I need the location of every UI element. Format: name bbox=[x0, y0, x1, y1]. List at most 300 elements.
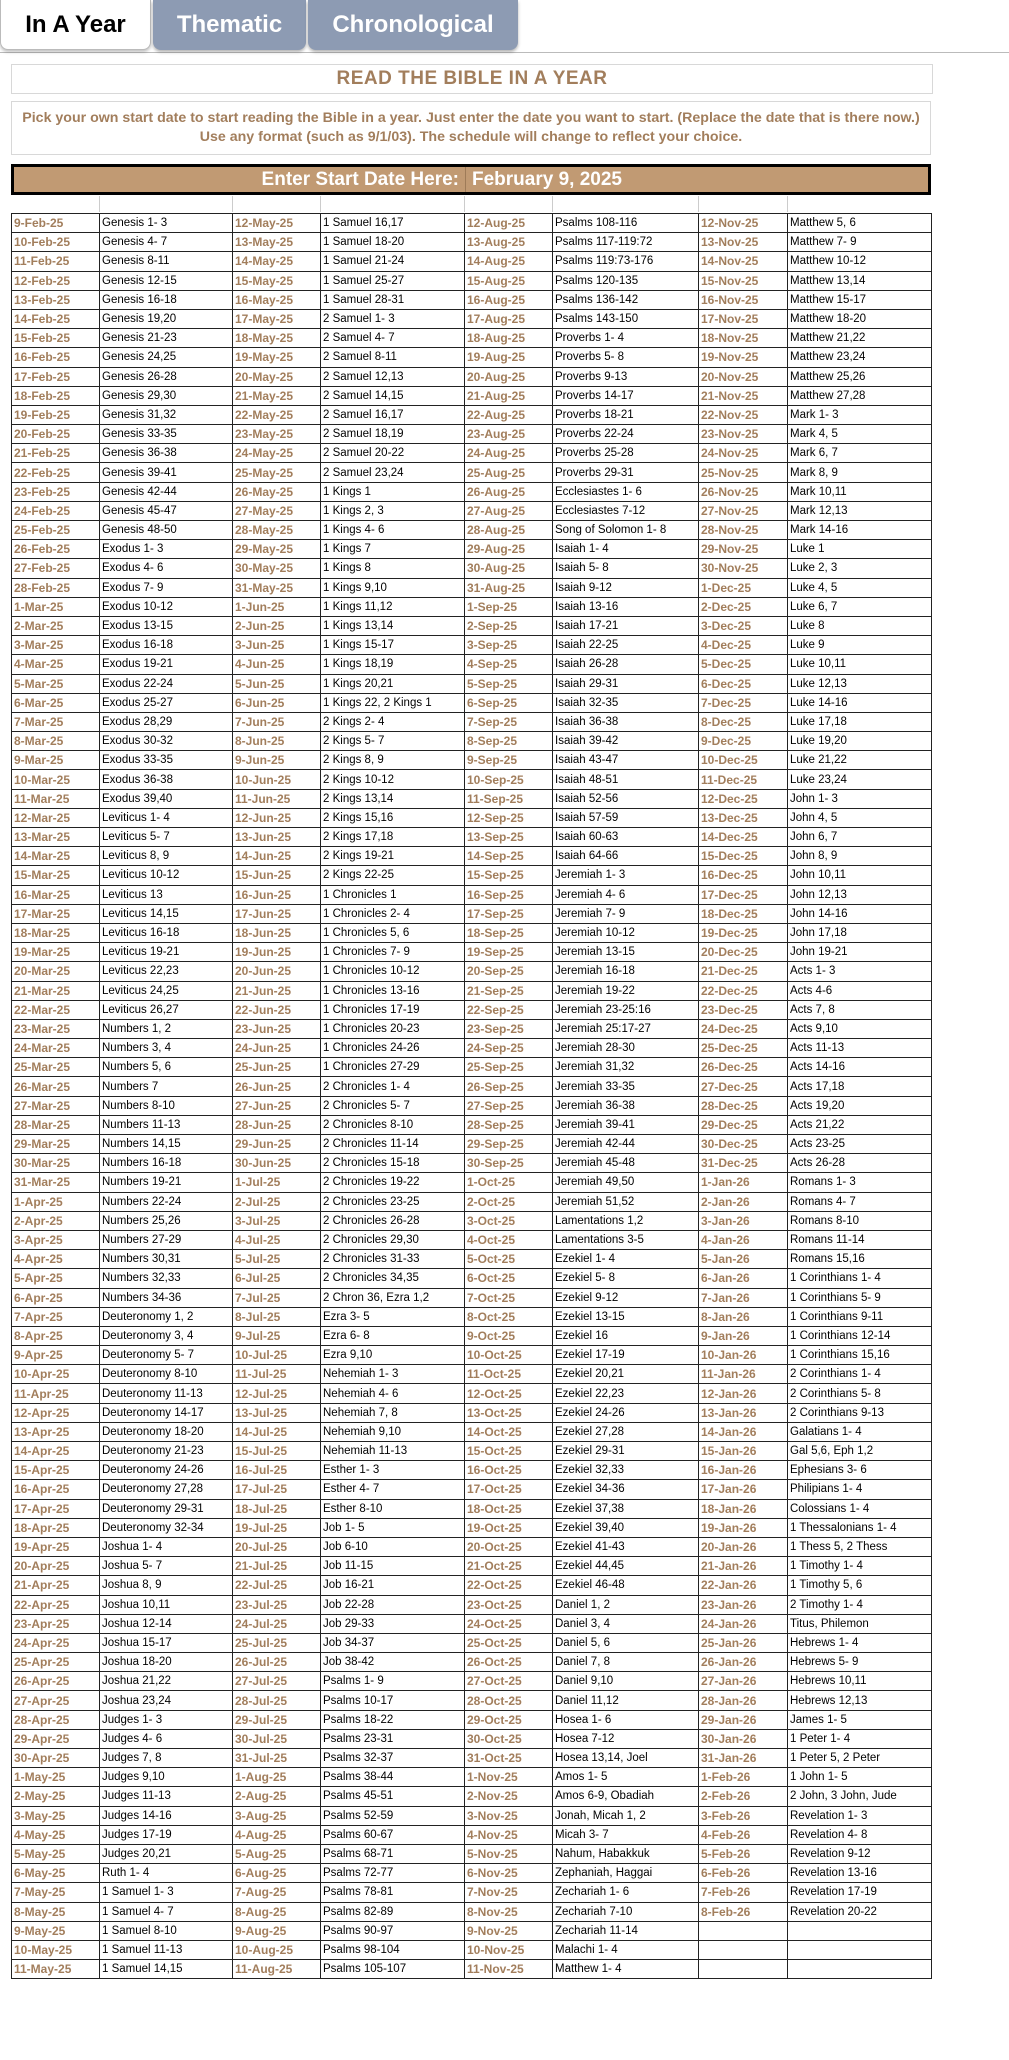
grid-divider bbox=[698, 196, 699, 212]
schedule-row bbox=[12, 1883, 932, 1902]
schedule-reading: 1 Samuel 25-27 bbox=[321, 271, 465, 290]
schedule-date: 1-Dec-25 bbox=[699, 578, 788, 597]
schedule-date: 28-Nov-25 bbox=[699, 521, 788, 540]
schedule-date: 11-Jan-26 bbox=[699, 1365, 788, 1384]
schedule-reading: Romans 4- 7 bbox=[788, 1192, 932, 1211]
schedule-reading: 1 Corinthians 9-11 bbox=[788, 1307, 932, 1326]
schedule-date: 30-Jul-25 bbox=[233, 1729, 321, 1748]
schedule-row bbox=[12, 655, 932, 674]
schedule-date: 11-Jun-25 bbox=[233, 789, 321, 808]
schedule-reading: 1 Samuel 28-31 bbox=[321, 290, 465, 309]
schedule-date: 20-May-25 bbox=[233, 367, 321, 386]
schedule-row bbox=[12, 1173, 932, 1192]
schedule-date: 25-Aug-25 bbox=[465, 463, 553, 482]
schedule-date: 10-Jul-25 bbox=[233, 1346, 321, 1365]
schedule-reading: 1 Samuel 1- 3 bbox=[100, 1883, 233, 1902]
schedule-reading: Exodus 30-32 bbox=[100, 732, 233, 751]
schedule-date: 6-May-25 bbox=[12, 1864, 100, 1883]
schedule-reading: 1 Kings 8 bbox=[321, 559, 465, 578]
schedule-row bbox=[12, 252, 932, 271]
schedule-reading: Numbers 25,26 bbox=[100, 1211, 233, 1230]
schedule-reading: Isaiah 17-21 bbox=[553, 616, 699, 635]
schedule-date: 24-Jun-25 bbox=[233, 1039, 321, 1058]
schedule-reading: Hebrews 1- 4 bbox=[788, 1633, 932, 1652]
schedule-date: 12-Feb-25 bbox=[12, 271, 100, 290]
schedule-reading: 1 Samuel 21-24 bbox=[321, 252, 465, 271]
schedule-row bbox=[12, 444, 932, 463]
schedule-reading: Hosea 13,14, Joel bbox=[553, 1749, 699, 1768]
tab-in-a-year[interactable]: In A Year bbox=[0, 0, 151, 50]
schedule-reading: Isaiah 43-47 bbox=[553, 751, 699, 770]
schedule-reading: Ezekiel 5- 8 bbox=[553, 1269, 699, 1288]
schedule-date: 9-Sep-25 bbox=[465, 751, 553, 770]
schedule-date: 20-Nov-25 bbox=[699, 367, 788, 386]
schedule-date: 16-Feb-25 bbox=[12, 348, 100, 367]
schedule-date: 20-Jul-25 bbox=[233, 1537, 321, 1556]
schedule-reading: 2 John, 3 John, Jude bbox=[788, 1787, 932, 1806]
schedule-date: 22-May-25 bbox=[233, 405, 321, 424]
schedule-date: 8-Dec-25 bbox=[699, 712, 788, 731]
schedule-reading: Job 22-28 bbox=[321, 1595, 465, 1614]
schedule-date: 29-May-25 bbox=[233, 540, 321, 559]
schedule-date: 16-Jun-25 bbox=[233, 885, 321, 904]
schedule-date: 16-Mar-25 bbox=[12, 885, 100, 904]
schedule-reading: Ezekiel 32,33 bbox=[553, 1461, 699, 1480]
schedule-row bbox=[12, 1365, 932, 1384]
schedule-date: 1-Aug-25 bbox=[233, 1768, 321, 1787]
schedule-date: 11-May-25 bbox=[12, 1960, 100, 1979]
schedule-reading: Judges 11-13 bbox=[100, 1787, 233, 1806]
schedule-reading: Deuteronomy 3, 4 bbox=[100, 1326, 233, 1345]
schedule-date: 27-Oct-25 bbox=[465, 1672, 553, 1691]
schedule-date: 30-Aug-25 bbox=[465, 559, 553, 578]
schedule-row bbox=[12, 904, 932, 923]
schedule-date: 13-Dec-25 bbox=[699, 808, 788, 827]
start-date-input[interactable]: February 9, 2025 bbox=[465, 167, 928, 192]
schedule-reading: Revelation 13-16 bbox=[788, 1864, 932, 1883]
schedule-reading: Exodus 13-15 bbox=[100, 616, 233, 635]
schedule-date: 17-May-25 bbox=[233, 309, 321, 328]
schedule-reading: Acts 1- 3 bbox=[788, 962, 932, 981]
schedule-reading: Leviticus 5- 7 bbox=[100, 828, 233, 847]
schedule-date: 13-Jun-25 bbox=[233, 828, 321, 847]
schedule-date: 18-Nov-25 bbox=[699, 329, 788, 348]
schedule-date: 23-Jan-26 bbox=[699, 1595, 788, 1614]
schedule-row bbox=[12, 1921, 932, 1940]
schedule-date: 25-Dec-25 bbox=[699, 1039, 788, 1058]
schedule-reading: Numbers 14,15 bbox=[100, 1135, 233, 1154]
schedule-reading: Numbers 22-24 bbox=[100, 1192, 233, 1211]
schedule-reading: Acts 26-28 bbox=[788, 1154, 932, 1173]
schedule-date: 21-Nov-25 bbox=[699, 386, 788, 405]
schedule-reading: Proverbs 14-17 bbox=[553, 386, 699, 405]
schedule-row bbox=[12, 770, 932, 789]
schedule-reading: 2 Chronicles 31-33 bbox=[321, 1250, 465, 1269]
schedule-date: 30-Jan-26 bbox=[699, 1729, 788, 1748]
schedule-date: 19-Oct-25 bbox=[465, 1518, 553, 1537]
schedule-date bbox=[699, 1960, 788, 1979]
schedule-date: 7-Dec-25 bbox=[699, 693, 788, 712]
schedule-date: 31-Jul-25 bbox=[233, 1749, 321, 1768]
schedule-date: 29-Nov-25 bbox=[699, 540, 788, 559]
schedule-reading: Exodus 7- 9 bbox=[100, 578, 233, 597]
schedule-date: 6-Feb-26 bbox=[699, 1864, 788, 1883]
schedule-date: 5-May-25 bbox=[12, 1844, 100, 1863]
schedule-date: 20-Oct-25 bbox=[465, 1537, 553, 1556]
schedule-date: 2-Sep-25 bbox=[465, 616, 553, 635]
schedule-date: 23-Oct-25 bbox=[465, 1595, 553, 1614]
schedule-reading: Isaiah 29-31 bbox=[553, 674, 699, 693]
schedule-reading: Matthew 25,26 bbox=[788, 367, 932, 386]
schedule-reading: Luke 23,24 bbox=[788, 770, 932, 789]
schedule-reading: Genesis 45-47 bbox=[100, 501, 233, 520]
schedule-date: 9-Mar-25 bbox=[12, 751, 100, 770]
schedule-reading: Job 38-42 bbox=[321, 1653, 465, 1672]
schedule-reading: Exodus 16-18 bbox=[100, 636, 233, 655]
schedule-date: 23-Jul-25 bbox=[233, 1595, 321, 1614]
schedule-reading: Matthew 7- 9 bbox=[788, 233, 932, 252]
schedule-date: 25-Jan-26 bbox=[699, 1633, 788, 1652]
schedule-reading: 1 Thess 5, 2 Thess bbox=[788, 1537, 932, 1556]
schedule-date: 29-Apr-25 bbox=[12, 1729, 100, 1748]
schedule-reading: Exodus 39,40 bbox=[100, 789, 233, 808]
schedule-reading: 1 Samuel 14,15 bbox=[100, 1960, 233, 1979]
schedule-date: 16-Dec-25 bbox=[699, 866, 788, 885]
schedule-reading: Esther 1- 3 bbox=[321, 1461, 465, 1480]
schedule-date: 29-Jan-26 bbox=[699, 1710, 788, 1729]
schedule-date: 24-Apr-25 bbox=[12, 1633, 100, 1652]
schedule-reading: Isaiah 52-56 bbox=[553, 789, 699, 808]
schedule-row bbox=[12, 1230, 932, 1249]
schedule-date: 26-May-25 bbox=[233, 482, 321, 501]
schedule-reading: Joshua 23,24 bbox=[100, 1691, 233, 1710]
schedule-reading: Deuteronomy 5- 7 bbox=[100, 1346, 233, 1365]
schedule-row bbox=[12, 1614, 932, 1633]
schedule-reading: Matthew 21,22 bbox=[788, 329, 932, 348]
grid-divider bbox=[787, 196, 788, 212]
schedule-reading bbox=[788, 1921, 932, 1940]
schedule-date: 2-Jun-25 bbox=[233, 616, 321, 635]
schedule-date: 12-Oct-25 bbox=[465, 1384, 553, 1403]
schedule-reading: 2 Chron 36, Ezra 1,2 bbox=[321, 1288, 465, 1307]
schedule-reading: 2 Chronicles 5- 7 bbox=[321, 1096, 465, 1115]
schedule-reading: Matthew 27,28 bbox=[788, 386, 932, 405]
schedule-reading: Psalms 18-22 bbox=[321, 1710, 465, 1729]
schedule-reading: Psalms 45-51 bbox=[321, 1787, 465, 1806]
schedule-date: 24-Nov-25 bbox=[699, 444, 788, 463]
schedule-date: 22-Mar-25 bbox=[12, 1000, 100, 1019]
schedule-date: 12-Nov-25 bbox=[699, 214, 788, 233]
schedule-reading: Luke 17,18 bbox=[788, 712, 932, 731]
schedule-row bbox=[12, 1749, 932, 1768]
schedule-reading: Ezekiel 24-26 bbox=[553, 1403, 699, 1422]
schedule-row bbox=[12, 1019, 932, 1038]
schedule-reading: Genesis 48-50 bbox=[100, 521, 233, 540]
schedule-date: 15-Mar-25 bbox=[12, 866, 100, 885]
schedule-date: 10-Aug-25 bbox=[233, 1940, 321, 1959]
schedule-date: 14-Aug-25 bbox=[465, 252, 553, 271]
schedule-reading: 2 Samuel 8-11 bbox=[321, 348, 465, 367]
schedule-reading: 2 Kings 8, 9 bbox=[321, 751, 465, 770]
schedule-date: 26-Oct-25 bbox=[465, 1653, 553, 1672]
schedule-date: 10-Nov-25 bbox=[465, 1940, 553, 1959]
schedule-reading: Judges 9,10 bbox=[100, 1768, 233, 1787]
schedule-date: 26-Jan-26 bbox=[699, 1653, 788, 1672]
schedule-reading: Matthew 13,14 bbox=[788, 271, 932, 290]
schedule-reading: Mark 4, 5 bbox=[788, 425, 932, 444]
schedule-date: 23-Aug-25 bbox=[465, 425, 553, 444]
schedule-date: 11-Apr-25 bbox=[12, 1384, 100, 1403]
schedule-reading: Acts 17,18 bbox=[788, 1077, 932, 1096]
schedule-reading: 2 Kings 22-25 bbox=[321, 866, 465, 885]
schedule-reading: 1 Kings 13,14 bbox=[321, 616, 465, 635]
schedule-date: 22-Jun-25 bbox=[233, 1000, 321, 1019]
schedule-date: 30-Nov-25 bbox=[699, 559, 788, 578]
schedule-date: 24-Jul-25 bbox=[233, 1614, 321, 1633]
schedule-reading: Jeremiah 25:17-27 bbox=[553, 1019, 699, 1038]
schedule-date: 24-Aug-25 bbox=[465, 444, 553, 463]
schedule-date: 4-Oct-25 bbox=[465, 1230, 553, 1249]
schedule-reading: Jonah, Micah 1, 2 bbox=[553, 1806, 699, 1825]
schedule-reading: Isaiah 57-59 bbox=[553, 808, 699, 827]
schedule-reading: 1 Chronicles 7- 9 bbox=[321, 943, 465, 962]
schedule-date: 23-Nov-25 bbox=[699, 425, 788, 444]
schedule-reading: Exodus 10-12 bbox=[100, 597, 233, 616]
schedule-reading: Ezekiel 37,38 bbox=[553, 1499, 699, 1518]
schedule-reading: Song of Solomon 1- 8 bbox=[553, 521, 699, 540]
schedule-date: 9-Jan-26 bbox=[699, 1326, 788, 1345]
schedule-reading: Isaiah 32-35 bbox=[553, 693, 699, 712]
schedule-date: 7-Feb-26 bbox=[699, 1883, 788, 1902]
schedule-date: 8-Mar-25 bbox=[12, 732, 100, 751]
schedule-reading: Ruth 1- 4 bbox=[100, 1864, 233, 1883]
schedule-date: 6-Nov-25 bbox=[465, 1864, 553, 1883]
schedule-date: 14-Sep-25 bbox=[465, 847, 553, 866]
schedule-reading: 1 Samuel 16,17 bbox=[321, 214, 465, 233]
schedule-row bbox=[12, 521, 932, 540]
schedule-reading: Luke 2, 3 bbox=[788, 559, 932, 578]
schedule-reading: Genesis 4- 7 bbox=[100, 233, 233, 252]
schedule-reading: John 6, 7 bbox=[788, 828, 932, 847]
schedule-reading: 2 Corinthians 1- 4 bbox=[788, 1365, 932, 1384]
schedule-date: 28-Dec-25 bbox=[699, 1096, 788, 1115]
schedule-row bbox=[12, 348, 932, 367]
schedule-date: 15-Jan-26 bbox=[699, 1442, 788, 1461]
schedule-date: 2-May-25 bbox=[12, 1787, 100, 1806]
schedule-date: 5-Sep-25 bbox=[465, 674, 553, 693]
schedule-date: 27-Jun-25 bbox=[233, 1096, 321, 1115]
schedule-date: 27-Dec-25 bbox=[699, 1077, 788, 1096]
schedule-reading: Jeremiah 28-30 bbox=[553, 1039, 699, 1058]
schedule-reading: Leviticus 26,27 bbox=[100, 1000, 233, 1019]
schedule-date: 2-Jul-25 bbox=[233, 1192, 321, 1211]
schedule-date: 24-Sep-25 bbox=[465, 1039, 553, 1058]
schedule-date: 15-Oct-25 bbox=[465, 1442, 553, 1461]
schedule-reading: Psalms 52-59 bbox=[321, 1806, 465, 1825]
schedule-date: 10-Jun-25 bbox=[233, 770, 321, 789]
schedule-reading: Psalms 60-67 bbox=[321, 1825, 465, 1844]
schedule-reading: Exodus 33-35 bbox=[100, 751, 233, 770]
tab-chronological[interactable]: Chronological bbox=[308, 0, 518, 50]
schedule-reading: 1 Chronicles 2- 4 bbox=[321, 904, 465, 923]
schedule-reading: Revelation 4- 8 bbox=[788, 1825, 932, 1844]
schedule-row bbox=[12, 1768, 932, 1787]
schedule-date: 4-Dec-25 bbox=[699, 636, 788, 655]
schedule-row bbox=[12, 1825, 932, 1844]
schedule-reading: Joshua 21,22 bbox=[100, 1672, 233, 1691]
schedule-reading: 2 Samuel 12,13 bbox=[321, 367, 465, 386]
schedule-reading: Isaiah 22-25 bbox=[553, 636, 699, 655]
schedule-date: 16-Sep-25 bbox=[465, 885, 553, 904]
schedule-reading: Genesis 29,30 bbox=[100, 386, 233, 405]
schedule-reading: 2 Corinthians 9-13 bbox=[788, 1403, 932, 1422]
schedule-reading: Psalms 1- 9 bbox=[321, 1672, 465, 1691]
schedule-reading: Jeremiah 19-22 bbox=[553, 981, 699, 1000]
schedule-reading: Matthew 15-17 bbox=[788, 290, 932, 309]
schedule-date: 29-Mar-25 bbox=[12, 1135, 100, 1154]
schedule-reading: Psalms 10-17 bbox=[321, 1691, 465, 1710]
schedule-reading: 2 Chronicles 1- 4 bbox=[321, 1077, 465, 1096]
schedule-date: 19-Aug-25 bbox=[465, 348, 553, 367]
schedule-date: 17-Dec-25 bbox=[699, 885, 788, 904]
schedule-reading: Zechariah 7-10 bbox=[553, 1902, 699, 1921]
schedule-reading: Jeremiah 33-35 bbox=[553, 1077, 699, 1096]
schedule-date: 2-Jan-26 bbox=[699, 1192, 788, 1211]
schedule-date: 2-Mar-25 bbox=[12, 616, 100, 635]
schedule-date: 26-Aug-25 bbox=[465, 482, 553, 501]
schedule-date: 13-May-25 bbox=[233, 233, 321, 252]
schedule-reading: 2 Chronicles 19-22 bbox=[321, 1173, 465, 1192]
schedule-reading: Psalms 98-104 bbox=[321, 1940, 465, 1959]
schedule-reading: 2 Kings 19-21 bbox=[321, 847, 465, 866]
schedule-reading: 1 Kings 22, 2 Kings 1 bbox=[321, 693, 465, 712]
schedule-reading: Ezekiel 41-43 bbox=[553, 1537, 699, 1556]
schedule-reading: 2 Kings 15,16 bbox=[321, 808, 465, 827]
schedule-row bbox=[12, 1442, 932, 1461]
schedule-reading: 2 Chronicles 26-28 bbox=[321, 1211, 465, 1230]
schedule-date: 26-Jul-25 bbox=[233, 1653, 321, 1672]
schedule-row bbox=[12, 386, 932, 405]
schedule-date: 3-Feb-26 bbox=[699, 1806, 788, 1825]
schedule-date: 14-Dec-25 bbox=[699, 828, 788, 847]
schedule-reading: Genesis 8-11 bbox=[100, 252, 233, 271]
schedule-reading: Psalms 72-77 bbox=[321, 1864, 465, 1883]
schedule-reading: Mark 12,13 bbox=[788, 501, 932, 520]
schedule-reading: 1 Kings 1 bbox=[321, 482, 465, 501]
schedule-date: 7-Oct-25 bbox=[465, 1288, 553, 1307]
schedule-reading: 2 Chronicles 8-10 bbox=[321, 1115, 465, 1134]
schedule-date: 29-Aug-25 bbox=[465, 540, 553, 559]
grid-divider bbox=[99, 196, 100, 212]
schedule-reading: Judges 14-16 bbox=[100, 1806, 233, 1825]
schedule-reading: Leviticus 13 bbox=[100, 885, 233, 904]
schedule-reading: 2 Chronicles 11-14 bbox=[321, 1135, 465, 1154]
schedule-reading: 1 Chronicles 17-19 bbox=[321, 1000, 465, 1019]
schedule-date: 24-May-25 bbox=[233, 444, 321, 463]
schedule-date: 2-Feb-26 bbox=[699, 1787, 788, 1806]
schedule-date: 4-Sep-25 bbox=[465, 655, 553, 674]
schedule-date: 28-Feb-25 bbox=[12, 578, 100, 597]
schedule-date bbox=[699, 1940, 788, 1959]
schedule-reading: 1 Kings 2, 3 bbox=[321, 501, 465, 520]
schedule-date: 27-Mar-25 bbox=[12, 1096, 100, 1115]
schedule-reading: Exodus 36-38 bbox=[100, 770, 233, 789]
schedule-reading: 2 Kings 10-12 bbox=[321, 770, 465, 789]
schedule-row bbox=[12, 290, 932, 309]
schedule-reading: Psalms 78-81 bbox=[321, 1883, 465, 1902]
schedule-date: 25-Oct-25 bbox=[465, 1633, 553, 1652]
schedule-date bbox=[699, 1921, 788, 1940]
schedule-reading: Psalms 90-97 bbox=[321, 1921, 465, 1940]
schedule-reading: John 10,11 bbox=[788, 866, 932, 885]
schedule-row bbox=[12, 405, 932, 424]
schedule-reading: 2 Samuel 16,17 bbox=[321, 405, 465, 424]
schedule-reading: Genesis 36-38 bbox=[100, 444, 233, 463]
schedule-date: 7-Sep-25 bbox=[465, 712, 553, 731]
schedule-reading: Numbers 32,33 bbox=[100, 1269, 233, 1288]
schedule-date: 11-Oct-25 bbox=[465, 1365, 553, 1384]
schedule-date: 25-Jun-25 bbox=[233, 1058, 321, 1077]
schedule-row bbox=[12, 559, 932, 578]
schedule-reading: Daniel 1, 2 bbox=[553, 1595, 699, 1614]
schedule-date: 11-Dec-25 bbox=[699, 770, 788, 789]
schedule-date: 23-Sep-25 bbox=[465, 1019, 553, 1038]
schedule-reading: Luke 1 bbox=[788, 540, 932, 559]
schedule-reading bbox=[788, 1940, 932, 1959]
schedule-date: 12-Jun-25 bbox=[233, 808, 321, 827]
schedule-date: 9-Dec-25 bbox=[699, 732, 788, 751]
schedule-date: 16-Jan-26 bbox=[699, 1461, 788, 1480]
schedule-date: 5-Apr-25 bbox=[12, 1269, 100, 1288]
schedule-reading: Daniel 3, 4 bbox=[553, 1614, 699, 1633]
schedule-reading: Leviticus 16-18 bbox=[100, 923, 233, 942]
tab-thematic[interactable]: Thematic bbox=[153, 0, 306, 50]
schedule-row bbox=[12, 214, 932, 233]
schedule-reading: Esther 8-10 bbox=[321, 1499, 465, 1518]
instructions-text: Pick your own start date to start reading the Bible in a year. Just enter the date you want to start. (Replace the date that is there now.) Use any format (such as 9/1/03). The schedule will change to reflect your choice. bbox=[11, 101, 931, 155]
schedule-reading: Amos 1- 5 bbox=[553, 1768, 699, 1787]
schedule-reading: Joshua 5- 7 bbox=[100, 1557, 233, 1576]
schedule-reading: Acts 19,20 bbox=[788, 1096, 932, 1115]
schedule-reading: Micah 3- 7 bbox=[553, 1825, 699, 1844]
schedule-reading: Luke 8 bbox=[788, 616, 932, 635]
schedule-date: 17-Apr-25 bbox=[12, 1499, 100, 1518]
schedule-reading bbox=[788, 1960, 932, 1979]
schedule-row bbox=[12, 1729, 932, 1748]
schedule-date: 1-Nov-25 bbox=[465, 1768, 553, 1787]
start-date-bar bbox=[11, 164, 931, 195]
schedule-date: 13-Jul-25 bbox=[233, 1403, 321, 1422]
schedule-reading: Matthew 18-20 bbox=[788, 309, 932, 328]
schedule-reading: 2 Chronicles 34,35 bbox=[321, 1269, 465, 1288]
schedule-reading: Proverbs 29-31 bbox=[553, 463, 699, 482]
schedule-reading: Ezekiel 9-12 bbox=[553, 1288, 699, 1307]
schedule-date: 18-Jun-25 bbox=[233, 923, 321, 942]
schedule-reading: Mark 10,11 bbox=[788, 482, 932, 501]
schedule-reading: 2 Kings 2- 4 bbox=[321, 712, 465, 731]
grid-divider bbox=[320, 196, 321, 212]
schedule-reading: Luke 6, 7 bbox=[788, 597, 932, 616]
schedule-date: 13-Nov-25 bbox=[699, 233, 788, 252]
schedule-reading: Ezra 9,10 bbox=[321, 1346, 465, 1365]
schedule-reading: Lamentations 3-5 bbox=[553, 1230, 699, 1249]
schedule-date: 31-Mar-25 bbox=[12, 1173, 100, 1192]
schedule-row bbox=[12, 1192, 932, 1211]
schedule-date: 31-Aug-25 bbox=[465, 578, 553, 597]
schedule-date: 7-May-25 bbox=[12, 1883, 100, 1902]
schedule-reading: 1 Samuel 18-20 bbox=[321, 233, 465, 252]
schedule-reading: Ezekiel 34-36 bbox=[553, 1480, 699, 1499]
